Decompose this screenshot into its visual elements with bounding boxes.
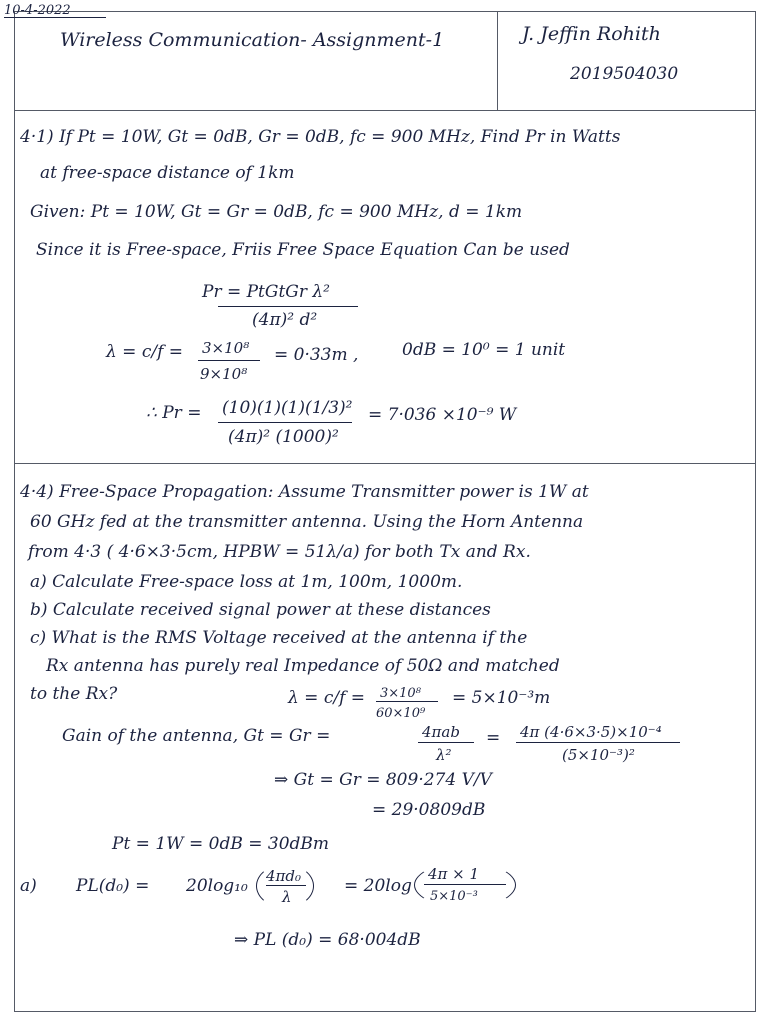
q44-pl-frac-num: 4πd₀ <box>266 867 302 885</box>
q41-pr-denominator: (4π)² (1000)² <box>228 427 339 447</box>
assignment-title: Wireless Communication- Assignment-1 <box>60 29 445 51</box>
q44-part-b: b) Calculate received signal power at these distances <box>30 600 491 620</box>
q44-statement-line2: 60 GHz fed at the transmitter antenna. Using the Horn Antenna <box>30 512 584 532</box>
q44-lambda-num: 3×10⁸ <box>380 686 421 701</box>
question-divider <box>14 463 756 464</box>
q44-pl-frac-bar <box>266 885 306 886</box>
q44-pl-frac2-num: 4π × 1 <box>428 865 480 883</box>
q41-pr-lhs: ∴ Pr = <box>146 403 202 423</box>
q41-statement-line2: at free-space distance of 1km <box>40 163 295 183</box>
q44-lambda-lhs: λ = c/f = <box>288 688 366 708</box>
q41-lambda-den: 9×10⁸ <box>200 365 248 383</box>
q44-pl-log: 20log₁₀ <box>186 876 248 896</box>
q44-answer-a-label: a) <box>20 876 37 896</box>
q41-pr-result: = 7·036 ×10⁻⁹ W <box>368 405 517 425</box>
q44-gain-equals: = <box>486 728 501 748</box>
q41-lambda-bar <box>198 360 260 361</box>
q44-statement-line1: 4·4) Free-Space Propagation: Assume Transmitter power is 1W at <box>20 482 589 502</box>
roll-number: 2019504030 <box>570 64 679 84</box>
friis-numerator: Pr = PtGtGr λ² <box>202 282 330 302</box>
q44-gain-den2: (5×10⁻³)² <box>562 746 635 764</box>
header-column-divider <box>497 11 498 110</box>
q44-gain-db: = 29·0809dB <box>372 800 486 820</box>
friis-fraction-bar <box>218 306 358 307</box>
q44-gain-num: 4πab <box>422 723 460 741</box>
q41-lambda-num: 3×10⁸ <box>202 339 250 357</box>
date-underline <box>4 17 106 18</box>
q41-pr-bar <box>218 422 352 423</box>
q41-statement-line1: 4·1) If Pt = 10W, Gt = 0dB, Gr = 0dB, fc = 900 MHz, Find Pr in Watts <box>20 127 621 147</box>
q44-part-c-line2: Rx antenna has purely real Impedance of 50Ω and matched <box>46 656 560 676</box>
q44-pl-frac-den: λ <box>282 888 292 906</box>
q44-gain-num2: 4π (4·6×3·5)×10⁻⁴ <box>520 723 662 741</box>
q44-lambda-result: = 5×10⁻³m <box>452 688 551 708</box>
q44-gain-den: λ² <box>436 746 452 764</box>
q44-gain-bar <box>418 742 474 743</box>
date-label: 10-4-2022 <box>4 3 71 18</box>
q44-part-c-line3: to the Rx? <box>30 684 118 704</box>
q44-pl-result: ⇒ PL (d₀) = 68·004dB <box>234 930 421 950</box>
q41-lambda-lhs: λ = c/f = <box>106 342 184 362</box>
q44-pl-frac2-den: 5×10⁻³ <box>430 889 478 904</box>
friis-denominator: (4π)² d² <box>252 310 318 330</box>
q44-pl-frac2-bar <box>424 884 506 885</box>
author-name: J. Jeffin Rohith <box>522 23 661 45</box>
header-divider <box>14 110 756 111</box>
q44-pl-lhs: PL(d₀) = <box>76 876 150 896</box>
q44-statement-line3: from 4·3 ( 4·6×3·5cm, HPBW = 51λ/a) for both Tx and Rx. <box>28 542 531 562</box>
q41-pr-numerator: (10)(1)(1)(1/3)² <box>222 398 353 418</box>
q44-part-c-line1: c) What is the RMS Voltage received at the antenna if the <box>30 628 528 648</box>
q41-lambda-result: = 0·33m , <box>274 345 359 365</box>
q44-gain-lhs: Gain of the antenna, Gt = Gr = <box>62 726 331 746</box>
q44-gain-result: ⇒ Gt = Gr = 809·274 V/V <box>274 770 492 790</box>
q41-odb-note: 0dB = 10⁰ = 1 unit <box>402 340 566 360</box>
q44-part-a: a) Calculate Free-space loss at 1m, 100m, 1000m. <box>30 572 463 592</box>
q44-pt-line: Pt = 1W = 0dB = 30dBm <box>112 834 330 854</box>
q41-given: Given: Pt = 10W, Gt = Gr = 0dB, fc = 900 MHz, d = 1km <box>30 202 523 222</box>
q44-gain-bar2 <box>516 742 680 743</box>
q44-lambda-den: 60×10⁹ <box>376 706 426 721</box>
q44-pl-eq2: = 20log <box>344 876 412 896</box>
q41-since: Since it is Free-space, Friis Free Space Equation Can be used <box>36 240 570 260</box>
q44-lambda-bar <box>376 701 438 702</box>
